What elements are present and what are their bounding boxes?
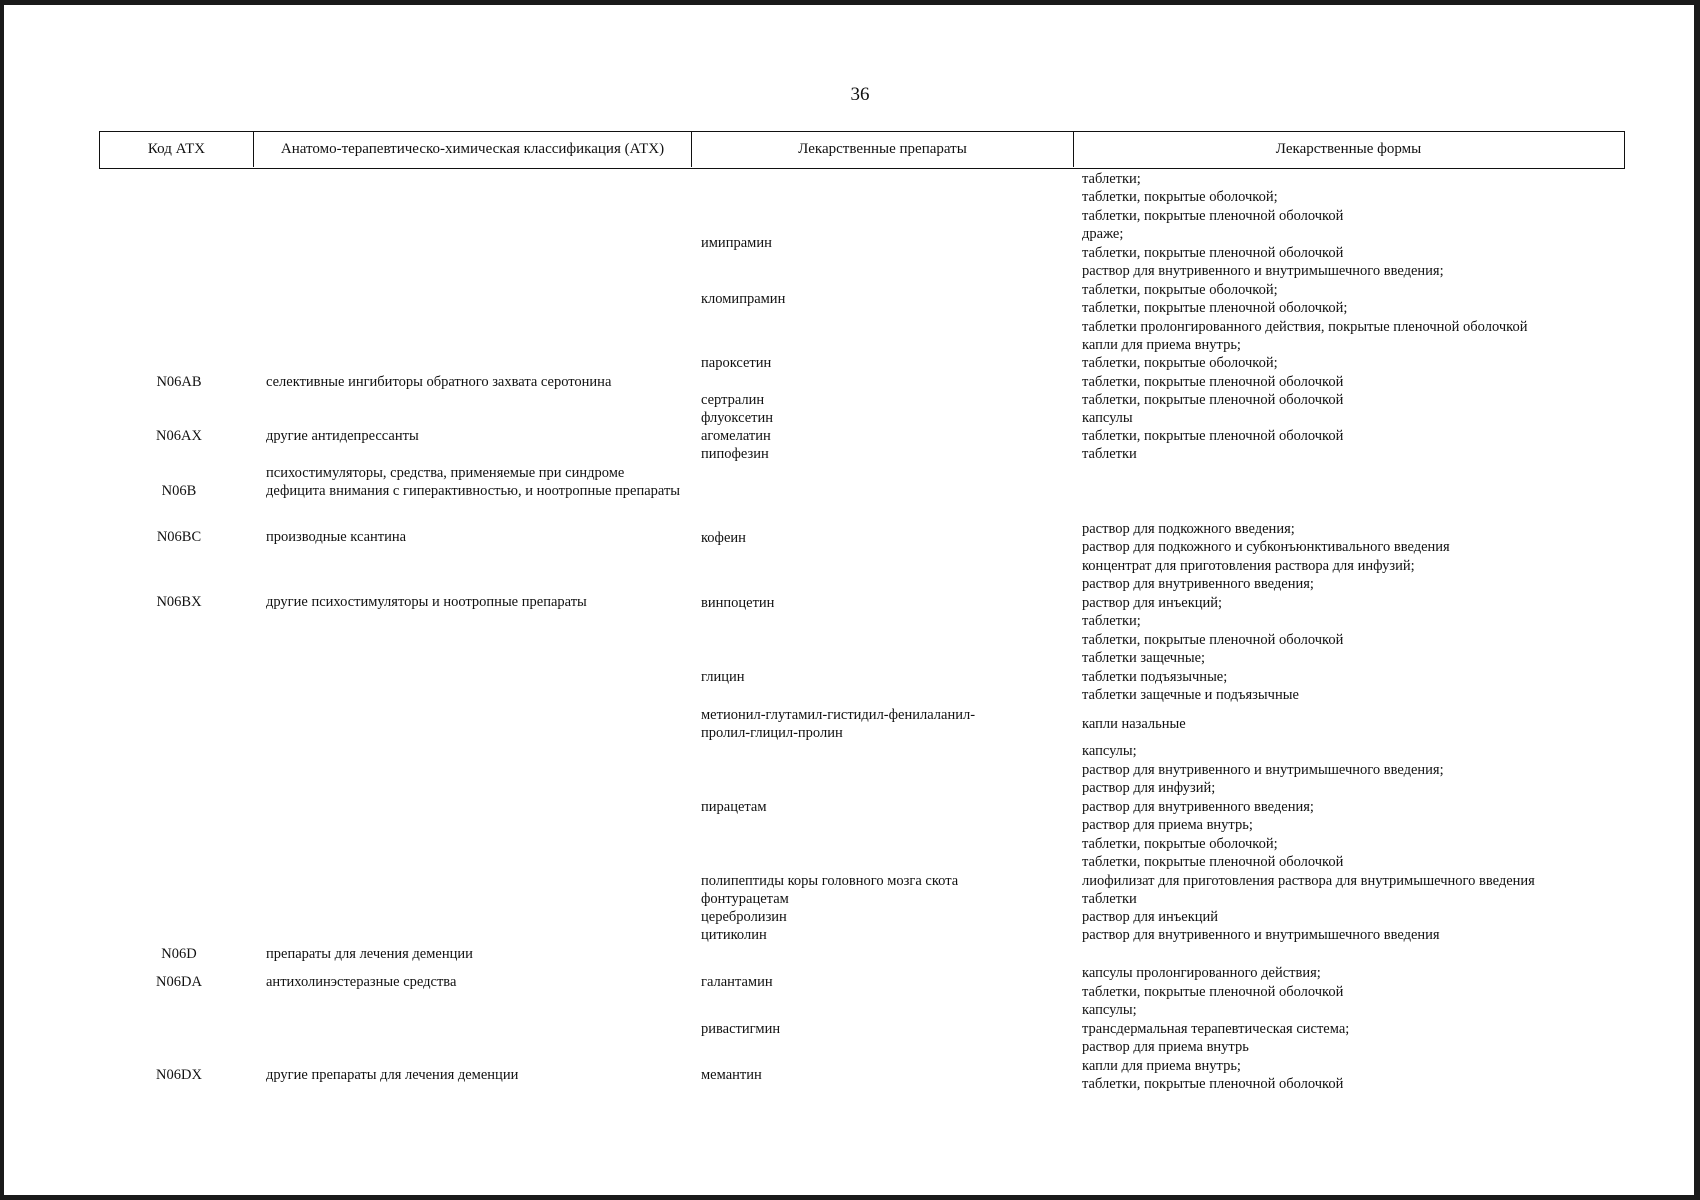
dosage-form: таблетки, покрытые оболочкой; bbox=[1082, 282, 1278, 298]
drug-name: метионил-глутамил-гистидил-фенилаланил- bbox=[701, 707, 976, 723]
atc-classification: антихолинэстеразные средства bbox=[266, 974, 457, 990]
header-atc-code: Код АТХ bbox=[147, 141, 206, 157]
dosage-form: таблетки, покрытые оболочкой; bbox=[1082, 189, 1278, 205]
drug-name: полипептиды коры головного мозга скота bbox=[701, 873, 959, 889]
header-atc-classification: Анатомо-терапевтическо-химическая классификация (АТХ) bbox=[253, 132, 691, 167]
drug-name: пароксетин bbox=[701, 355, 772, 371]
atc-code: N06DA bbox=[156, 974, 202, 990]
dosage-form: раствор для внутривенного введения; bbox=[1082, 576, 1314, 592]
dosage-form: раствор для подкожного введения; bbox=[1082, 521, 1295, 537]
dosage-form: трансдермальная терапевтическая система; bbox=[1082, 1021, 1350, 1037]
dosage-form: капли для приема внутрь; bbox=[1082, 337, 1241, 353]
atc-classification: другие антидепрессанты bbox=[266, 428, 419, 444]
dosage-form: таблетки; bbox=[1082, 613, 1141, 629]
dosage-form: таблетки bbox=[1082, 891, 1137, 907]
drug-name: имипрамин bbox=[701, 235, 772, 251]
drug-name: флуоксетин bbox=[701, 410, 773, 426]
atc-code: N06B bbox=[161, 483, 197, 499]
header-dosage-forms: Лекарственные формы bbox=[1073, 132, 1623, 167]
atc-classification: психостимуляторы, средства, применяемые при синдроме дефицита внимания с гиперактивностью, и ноотропные препараты bbox=[266, 465, 681, 499]
dosage-form: раствор для инфузий; bbox=[1082, 780, 1216, 796]
dosage-form: таблетки; bbox=[1082, 171, 1141, 187]
dosage-form: таблетки, покрытые пленочной оболочкой bbox=[1082, 1076, 1344, 1092]
dosage-form: таблетки защечные; bbox=[1082, 650, 1206, 666]
dosage-form: капли для приема внутрь; bbox=[1082, 1058, 1241, 1074]
dosage-form: капсулы; bbox=[1082, 1002, 1137, 1018]
atc-code: N06BC bbox=[156, 529, 202, 545]
dosage-form: раствор для приема внутрь bbox=[1082, 1039, 1249, 1055]
atc-classification: производные ксантина bbox=[266, 529, 407, 545]
atc-code: N06D bbox=[161, 946, 197, 962]
drug-name: глицин bbox=[701, 669, 745, 685]
drug-name: сертралин bbox=[701, 392, 765, 408]
dosage-form: раствор для внутривенного введения; bbox=[1082, 799, 1314, 815]
drug-name: пирацетам bbox=[701, 799, 767, 815]
drug-name: цитиколин bbox=[701, 927, 767, 943]
atc-classification: препараты для лечения деменции bbox=[266, 946, 473, 962]
dosage-form: таблетки пролонгированного действия, покрытые пленочной оболочкой bbox=[1082, 319, 1528, 335]
dosage-form: раствор для внутривенного и внутримышечного введения bbox=[1082, 927, 1440, 943]
drug-name: ривастигмин bbox=[701, 1021, 781, 1037]
drug-name: галантамин bbox=[701, 974, 773, 990]
dosage-form: таблетки, покрытые оболочкой; bbox=[1082, 355, 1278, 371]
dosage-form: капсулы пролонгированного действия; bbox=[1082, 965, 1321, 981]
dosage-form: таблетки, покрытые пленочной оболочкой bbox=[1082, 984, 1344, 1000]
drug-name: кофеин bbox=[701, 530, 746, 546]
atc-code: N06AB bbox=[156, 374, 202, 390]
dosage-form: таблетки, покрытые пленочной оболочкой bbox=[1082, 854, 1344, 870]
dosage-form: раствор для подкожного и субконъюнктивального введения bbox=[1082, 539, 1450, 555]
drug-name: пролил-глицил-пролин bbox=[701, 725, 843, 741]
dosage-form: капсулы; bbox=[1082, 743, 1137, 759]
dosage-form: таблетки, покрытые пленочной оболочкой bbox=[1082, 428, 1344, 444]
atc-classification: другие препараты для лечения деменции bbox=[266, 1067, 519, 1083]
atc-code: N06AX bbox=[156, 428, 202, 444]
drug-name: агомелатин bbox=[701, 428, 771, 444]
dosage-form: таблетки, покрытые оболочкой; bbox=[1082, 836, 1278, 852]
drug-name: кломипрамин bbox=[701, 291, 786, 307]
dosage-form: таблетки, покрытые пленочной оболочкой bbox=[1082, 374, 1344, 390]
dosage-form: таблетки, покрытые пленочной оболочкой bbox=[1082, 208, 1344, 224]
drug-name: мемантин bbox=[701, 1067, 762, 1083]
dosage-form: концентрат для приготовления раствора для инфузий; bbox=[1082, 558, 1415, 574]
dosage-form: таблетки, покрытые пленочной оболочкой bbox=[1082, 392, 1344, 408]
dosage-form: таблетки, покрытые пленочной оболочкой bbox=[1082, 245, 1344, 261]
dosage-form: раствор для внутривенного и внутримышечного введения; bbox=[1082, 263, 1444, 279]
dosage-form: лиофилизат для приготовления раствора для внутримышечного введения bbox=[1082, 873, 1535, 889]
dosage-form: таблетки подъязычные; bbox=[1082, 669, 1228, 685]
dosage-form: таблетки защечные и подъязычные bbox=[1082, 687, 1299, 703]
atc-code: N06DX bbox=[156, 1067, 202, 1083]
atc-classification: другие психостимуляторы и ноотропные препараты bbox=[266, 594, 587, 610]
dosage-form: капли назальные bbox=[1082, 716, 1186, 732]
atc-code: N06BX bbox=[156, 594, 202, 610]
dosage-form: раствор для инъекций; bbox=[1082, 595, 1223, 611]
drug-name: винпоцетин bbox=[701, 595, 775, 611]
dosage-form: таблетки bbox=[1082, 446, 1137, 462]
dosage-form: раствор для приема внутрь; bbox=[1082, 817, 1253, 833]
atc-classification: селективные ингибиторы обратного захвата серотонина bbox=[266, 374, 612, 390]
drug-name: церебролизин bbox=[701, 909, 787, 925]
dosage-form: таблетки, покрытые пленочной оболочкой bbox=[1082, 632, 1344, 648]
page-number: 36 bbox=[850, 84, 870, 105]
dosage-form: капсулы bbox=[1082, 410, 1133, 426]
dosage-form: раствор для внутривенного и внутримышечного введения; bbox=[1082, 762, 1444, 778]
table-header bbox=[99, 131, 1625, 169]
dosage-form: таблетки, покрытые пленочной оболочкой; bbox=[1082, 300, 1348, 316]
dosage-form: раствор для инъекций bbox=[1082, 909, 1219, 925]
dosage-form: драже; bbox=[1082, 226, 1124, 242]
drug-name: фонтурацетам bbox=[701, 891, 789, 907]
drug-name: пипофезин bbox=[701, 446, 769, 462]
header-drugs: Лекарственные препараты bbox=[691, 132, 1073, 167]
